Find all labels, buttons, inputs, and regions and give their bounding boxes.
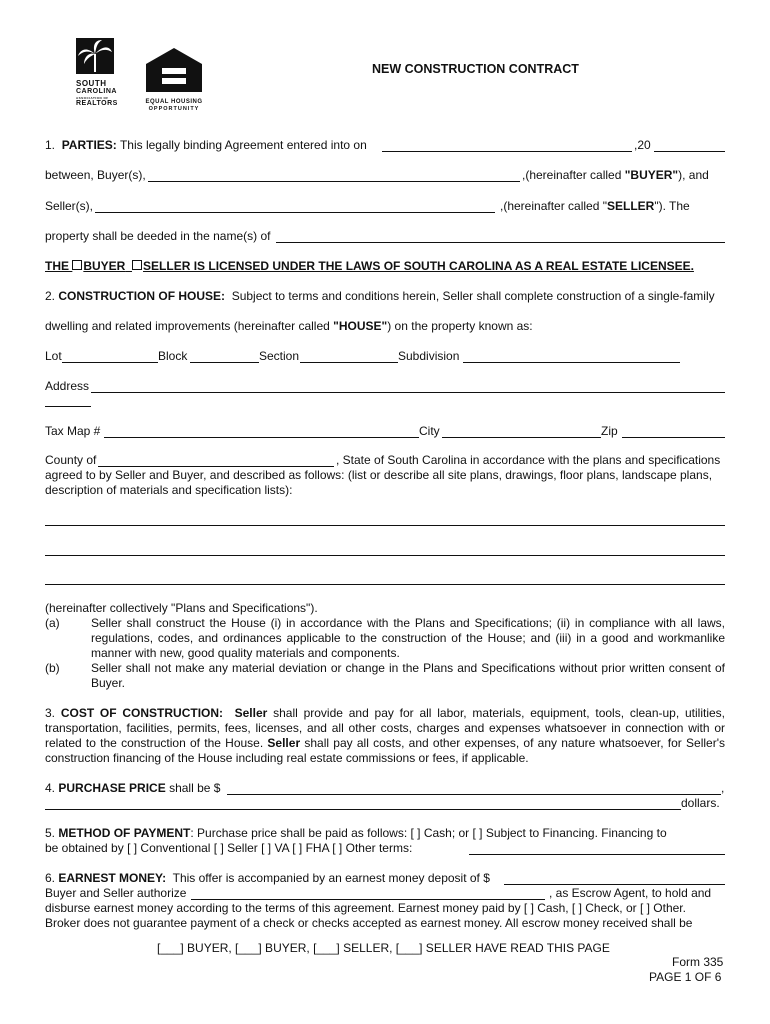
eho-line1: EQUAL HOUSING	[145, 99, 203, 105]
escrow-agent-field[interactable]	[191, 899, 545, 900]
address-field[interactable]	[91, 392, 725, 393]
equal-housing-icon	[142, 46, 206, 94]
agreed-text: agreed to by Seller and Buyer, and described as follows: (list or describe all site plans, drawings, floor plans, landscape plans,	[45, 468, 713, 482]
buyer-names-field[interactable]	[148, 181, 520, 182]
city-field[interactable]	[442, 437, 601, 438]
taxmap-label: Tax Map #	[45, 424, 101, 438]
purchase-line	[45, 781, 220, 796]
purchase-words-field[interactable]	[45, 809, 681, 810]
lot-field[interactable]	[62, 362, 158, 363]
earnest-line1	[45, 871, 490, 886]
other-terms-field[interactable]	[469, 854, 725, 855]
zip-field[interactable]	[622, 437, 725, 438]
section-number: 2.	[45, 289, 56, 303]
section-label: METHOD OF PAYMENT	[58, 826, 191, 840]
section-label: PARTIES:	[61, 138, 117, 152]
collectively-text: (hereinafter collectively "Plans and Specifications").	[45, 601, 318, 615]
buyer-called	[522, 168, 709, 183]
subdivision-field[interactable]	[463, 362, 680, 363]
page-title: NEW CONSTRUCTION CONTRACT	[372, 62, 579, 76]
earnest-line2a: Buyer and Seller authorize	[45, 886, 187, 900]
section-label: EARNEST MONEY:	[58, 871, 167, 885]
earnest-line2b: , as Escrow Agent, to hold and	[549, 886, 712, 900]
sc-logo-line: SOUTH	[76, 79, 107, 88]
zip-label: Zip	[601, 424, 618, 438]
county-label: County of	[45, 453, 97, 467]
parties-text: This legally binding Agreement entered into on	[119, 138, 367, 152]
purchase-price-field[interactable]	[227, 794, 721, 795]
section-label: CONSTRUCTION OF HOUSE:	[58, 289, 226, 303]
plans-field-3[interactable]	[45, 584, 725, 585]
sc-logo-line: CAROLINA	[76, 88, 117, 95]
purchase-text: shall be $	[169, 781, 221, 795]
plans-field-1[interactable]	[45, 525, 725, 526]
seller-names-field[interactable]	[95, 212, 495, 213]
palmetto-icon	[76, 38, 114, 74]
licensee-a: THE	[45, 259, 73, 273]
construction-line2	[45, 319, 533, 334]
section-label-field: Section	[259, 349, 300, 363]
sc-realtors-logo	[76, 38, 118, 107]
subdivision-label: Subdivision	[398, 349, 460, 363]
form-number: Form 335	[672, 955, 724, 969]
construction-line1	[45, 289, 715, 304]
agreement-date-field[interactable]	[382, 151, 632, 152]
equal-housing-logo	[142, 46, 208, 112]
block-label: Block	[158, 349, 188, 363]
clause-a-text: Seller shall construct the House (i) in accordance with the Plans and Specifications; (ii) in compliance with all laws, regulations, codes, and ordinances applicable to the construction of the House; and (iii) in a good and workmanlike manner with new, good quality materials and components.	[91, 616, 725, 660]
address-field-cont[interactable]	[45, 406, 91, 407]
cost-text2: shall pay all costs, and other expenses, of any nature whatsoever, for Seller's construction financing of the House including real estate commissions or fees, if applicable.	[45, 736, 725, 765]
seller-called	[500, 199, 690, 214]
cost-paragraph	[45, 706, 725, 766]
payment-line1	[45, 826, 667, 841]
buyer-checkbox[interactable]	[72, 260, 82, 270]
earnest-text1: This offer is accompanied by an earnest money deposit of $	[172, 871, 490, 885]
section-label: PURCHASE PRICE	[58, 781, 166, 795]
sc-logo-small: ASSOCIATION OF	[76, 96, 109, 100]
payment-line2: be obtained by [ ] Conventional [ ] Seller [ ] VA [ ] FHA [ ] Other terms:	[45, 841, 413, 855]
house-bold: "HOUSE"	[333, 319, 388, 333]
payment-text1: : Purchase price shall be paid as follows: [ ] Cash; or [ ] Subject to Financing. Financing to	[190, 826, 667, 840]
construction-text: Subject to terms and conditions herein, Seller shall complete construction of a single-family	[231, 289, 715, 303]
earnest-line3: disburse earnest money according to the terms of this agreement. Earnest money paid by [ ] Cash, [ ] Check, or [ ] Other.	[45, 901, 686, 915]
clause-b-label: (b)	[45, 661, 60, 675]
address-label: Address	[45, 379, 90, 393]
buyer-called-b: ), and	[678, 168, 709, 182]
licensee-seller: SELLER IS LICENSED UNDER THE LAWS OF SOUTH CAROLINA AS A REAL ESTATE LICENSEE.	[143, 259, 694, 273]
county-rest: , State of South Carolina in accordance with the plans and specifications	[336, 453, 721, 467]
city-label: City	[419, 424, 440, 438]
initials-line: [___] BUYER, [___] BUYER, [___] SELLER, [___] SELLER HAVE READ THIS PAGE	[157, 941, 610, 955]
seller-called-b: "). The	[654, 199, 690, 213]
between-label: between, Buyer(s),	[45, 168, 146, 182]
lot-label: Lot	[45, 349, 62, 363]
cost-text1: shall provide and pay for all labor, materials, equipment, tools, clean-up, utilities, transportation, facilities, permits, fees, licenses, and all other costs, charges and expenses whatsoever in connection with or related to the construction of the House.	[45, 706, 725, 750]
cost-seller1: Seller	[234, 706, 268, 720]
seller-called-a: ,(hereinafter called "	[500, 199, 607, 213]
buyer-called-a: ,(hereinafter called	[522, 168, 625, 182]
page-number: PAGE 1 OF 6	[649, 970, 722, 984]
section-field[interactable]	[300, 362, 398, 363]
deeded-label: property shall be deeded in the name(s) of	[45, 229, 271, 243]
section-number: 6.	[45, 871, 56, 885]
sc-logo-line: REALTORS	[76, 100, 118, 107]
year-field[interactable]	[654, 151, 725, 152]
taxmap-field[interactable]	[104, 437, 419, 438]
block-field[interactable]	[190, 362, 259, 363]
cost-seller2: Seller	[267, 736, 301, 750]
county-field[interactable]	[98, 466, 334, 467]
buyer-bold: "BUYER"	[624, 168, 679, 182]
sellers-label: Seller(s),	[45, 199, 94, 213]
section-number: 5.	[45, 826, 56, 840]
eho-line2: OPPORTUNITY	[148, 106, 200, 112]
clause-a-label: (a)	[45, 616, 60, 630]
plans-field-2[interactable]	[45, 555, 725, 556]
section-number: 4.	[45, 781, 56, 795]
purchase-comma: ,	[721, 781, 725, 795]
description-text: description of materials and specification lists):	[45, 483, 293, 497]
section-label: COST OF CONSTRUCTION:	[60, 706, 224, 720]
licensee-statement	[45, 259, 694, 274]
section-number: 3.	[45, 706, 56, 720]
seller-checkbox[interactable]	[132, 260, 142, 270]
deeded-names-field[interactable]	[276, 242, 725, 243]
year-prefix: ,20	[634, 138, 651, 152]
construction-l2a: dwelling and related improvements (hereinafter called	[45, 319, 334, 333]
parties-line	[45, 138, 367, 153]
earnest-line4: Broker does not guarantee payment of a check or checks accepted as earnest money. All escrow money received shall be	[45, 916, 693, 930]
seller-bold: SELLER	[606, 199, 655, 213]
clause-b-text: Seller shall not make any material deviation or change in the Plans and Specifications without prior written consent of Buyer.	[91, 661, 725, 690]
earnest-amount-field[interactable]	[504, 884, 725, 885]
construction-l2b: ) on the property known as:	[387, 319, 533, 333]
section-number: 1.	[45, 138, 56, 152]
dollars-label: dollars.	[681, 796, 720, 810]
licensee-buyer: BUYER	[83, 259, 126, 273]
